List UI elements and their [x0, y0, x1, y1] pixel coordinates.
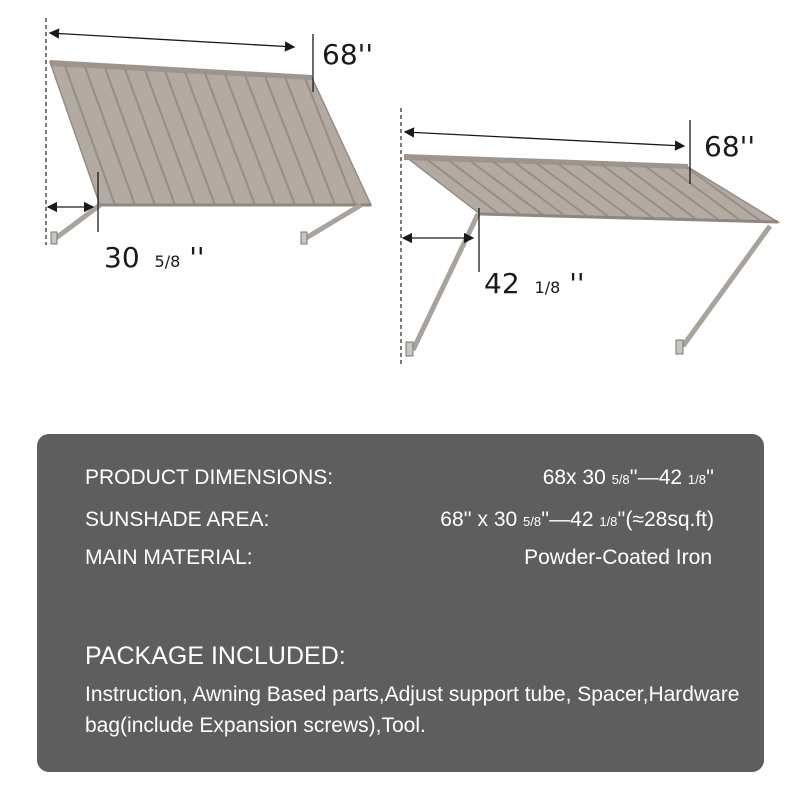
- small-bracket-left: [51, 232, 57, 244]
- spec-panel: [37, 434, 764, 772]
- large-support-arm-right: [683, 226, 770, 346]
- dimensions-label: PRODUCT DIMENSIONS:: [85, 466, 334, 489]
- spec-row-material: [85, 546, 714, 576]
- spec-row-dimensions: [85, 466, 714, 496]
- small-support-arm-left: [56, 205, 100, 238]
- large-width-arrow: [405, 132, 684, 146]
- large-width-label: 68'': [704, 130, 756, 163]
- large-awning: [401, 108, 778, 366]
- small-projection-label: 30 5/8 '': [104, 241, 205, 274]
- material-value: Powder-Coated Iron: [524, 546, 712, 569]
- small-support-arm-right: [306, 205, 361, 238]
- large-projection-label: 42 1/8 '': [484, 267, 585, 300]
- small-bracket-right: [301, 232, 307, 244]
- small-width-label: 68'': [322, 38, 374, 71]
- area-value: 68'' x 30 5/8''—42 1/8''(≈28sq.ft): [440, 508, 714, 531]
- package-title: PACKAGE INCLUDED:: [85, 642, 346, 670]
- material-label: MAIN MATERIAL:: [85, 546, 253, 569]
- small-awning: [46, 18, 373, 274]
- dimensions-value: 68x 30 5/8''—42 1/8'': [542, 466, 714, 489]
- area-label: SUNSHADE AREA:: [85, 508, 270, 531]
- small-width-arrow: [50, 33, 294, 47]
- spec-row-area: [85, 508, 714, 538]
- package-text: Instruction, Awning Based parts,Adjust support tube, Spacer,Hardware bag(include Expansion screws),Tool.: [85, 683, 740, 737]
- large-support-arm-left: [413, 214, 478, 350]
- large-bracket-right: [676, 340, 683, 354]
- large-bracket-left: [406, 342, 413, 356]
